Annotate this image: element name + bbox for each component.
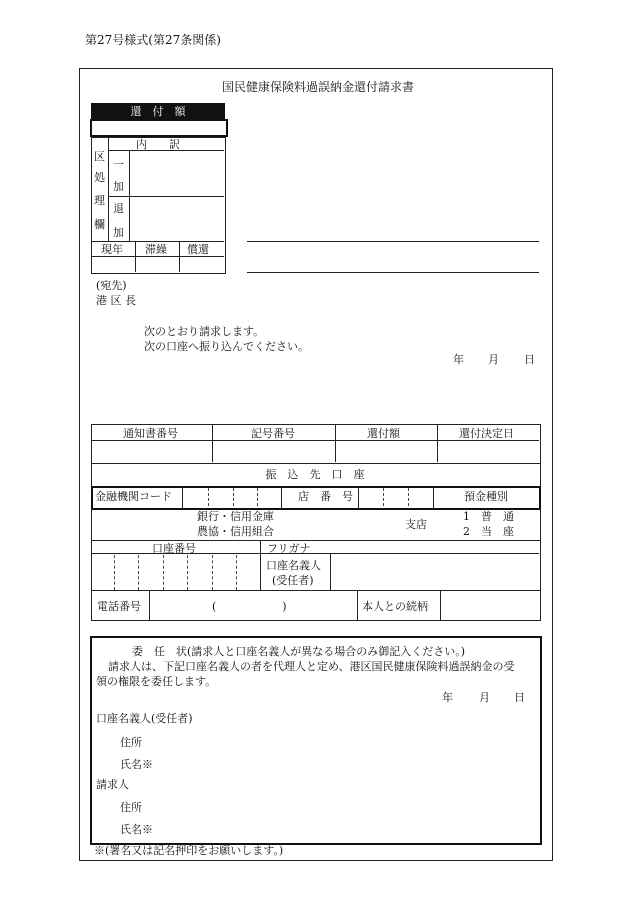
applicant-line-2: [247, 272, 539, 273]
account-holder-sub: (受任者): [272, 574, 314, 587]
header-refund-amount: 還付額: [367, 427, 400, 440]
account-holder-label: 口座名義人: [266, 559, 321, 572]
col-carryover: 滞繰: [145, 243, 167, 256]
refund-amount-box: [90, 119, 228, 137]
col-repayment: 償還: [187, 243, 209, 256]
transfer-account-title: 振 込 先 口 座: [265, 468, 365, 481]
addressee-label: (宛先): [96, 279, 127, 292]
request-line-2: 次の口座へ振り込んでください。: [144, 340, 309, 353]
refund-amount-header: 還 付 額: [91, 103, 225, 119]
account-holder-input[interactable]: [333, 556, 540, 590]
row1-char-2: 加: [113, 180, 124, 193]
decision-date-input[interactable]: [439, 442, 541, 462]
notice-number-input[interactable]: [93, 442, 214, 462]
bank-type-line2: 農協・信用組合: [197, 525, 274, 538]
poa-address-label: 住所: [120, 736, 142, 749]
header-decision-date: 還付決定日: [459, 427, 514, 440]
signature-footnote: ※(署名又は記名押印をお願いします。): [94, 844, 284, 857]
poa-date-day: 日: [514, 691, 525, 704]
poa-line2: 領の権限を委任します。: [96, 675, 217, 688]
bank-type-line1: 銀行・信用金庫: [197, 510, 274, 523]
symbol-number-input[interactable]: [214, 442, 337, 462]
section-char-3: 理: [94, 194, 105, 207]
branch-number-label: 店 番 号: [298, 490, 353, 503]
row1-char-1: 一: [113, 158, 124, 171]
deposit-type-label: 預金種別: [464, 490, 508, 503]
bank-code-label: 金融機関コード: [95, 490, 172, 503]
poa-date-year: 年: [442, 691, 453, 704]
poa-name2-label: 氏名※: [120, 823, 153, 836]
applicant-line-1: [247, 241, 539, 242]
header-notice-number: 通知書番号: [123, 427, 178, 440]
request-line-1: 次のとおり請求します。: [144, 325, 265, 338]
date-year: 年: [453, 353, 464, 366]
addressee: 港 区 長: [96, 294, 136, 307]
poa-address2-label: 住所: [120, 801, 142, 814]
phone-parentheses: ( ): [212, 600, 287, 613]
branch-suffix: 支店: [405, 518, 427, 531]
refund-amount-input[interactable]: [337, 442, 439, 462]
deposit-type-ordinary[interactable]: 1 普 通: [463, 510, 514, 523]
date-day: 日: [524, 353, 535, 366]
furigana-label: フリガナ: [267, 542, 311, 555]
section-char-2: 処: [94, 171, 105, 184]
phone-label: 電話番号: [97, 600, 141, 613]
col-current-year: 現年: [101, 243, 123, 256]
poa-title: 委 任 状(請求人と口座名義人が異なる場合のみ御記入ください。): [132, 645, 466, 658]
relationship-label: 本人との続柄: [362, 600, 428, 613]
poa-holder-label: 口座名義人(受任者): [96, 712, 193, 725]
form-number: 第27号様式(第27条関係): [85, 33, 221, 47]
form-title: 国民健康保険料過誤納金還付請求書: [222, 80, 415, 94]
section-char-1: 区: [94, 150, 105, 163]
row2-char-2: 加: [113, 226, 124, 239]
section-char-4: 欄: [94, 218, 105, 231]
breakdown-label: 内 訳: [136, 138, 180, 151]
account-number-label: 口座番号: [152, 542, 196, 555]
poa-name-label: 氏名※: [120, 758, 153, 771]
poa-date-month: 月: [479, 691, 490, 704]
row2-char-1: 退: [113, 202, 124, 215]
poa-line1: 請求人は、下記口座名義人の者を代理人と定め、港区国民健康保険料過誤納金の受: [108, 660, 515, 673]
poa-claimant-label: 請求人: [96, 778, 129, 791]
header-symbol-number: 記号番号: [251, 427, 295, 440]
date-month: 月: [488, 353, 499, 366]
phone-row: [91, 590, 541, 621]
deposit-type-current[interactable]: 2 当 座: [463, 525, 514, 538]
